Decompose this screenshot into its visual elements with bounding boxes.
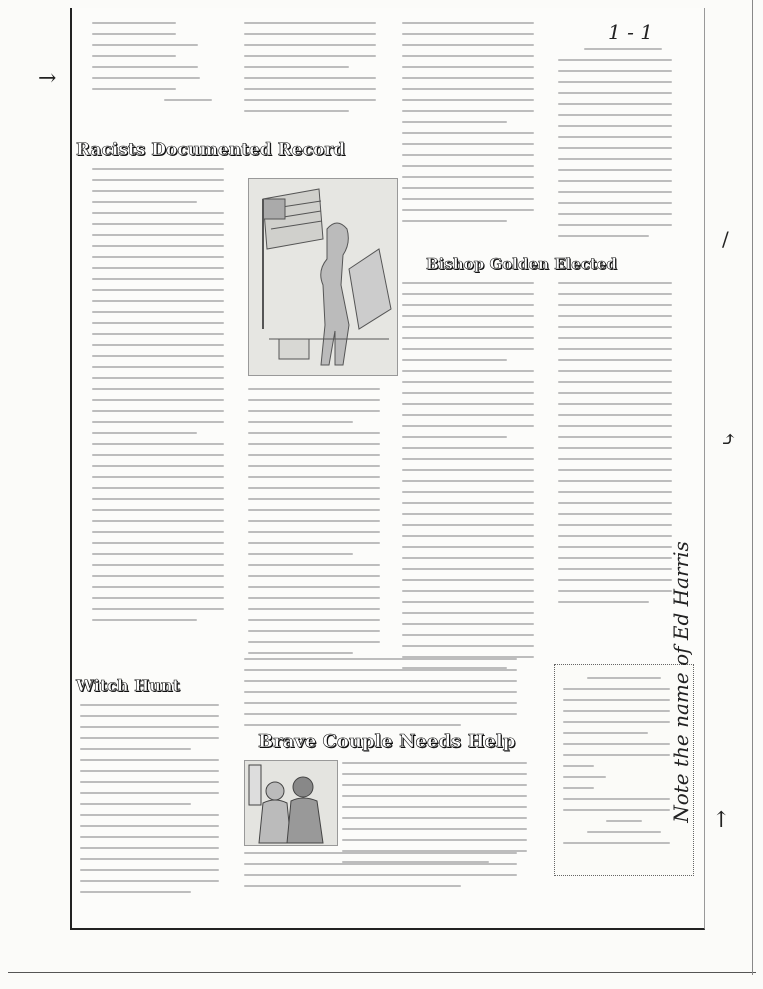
left-arrow-icon: → (38, 66, 57, 91)
brave-couple-body-wide (244, 852, 554, 896)
brave-couple-headline: Brave Couple Needs Help (258, 731, 516, 752)
curve-arrow-icon: ⤴ (720, 427, 737, 451)
column2-top-text (244, 22, 394, 121)
flag-photo (248, 178, 398, 376)
page-bottom-rule (8, 972, 756, 973)
check-mark-icon: / (722, 227, 729, 251)
witch-hunt-body (80, 704, 238, 902)
witch-hunt-headline: Witch Hunt (76, 676, 180, 695)
racists-headline: Racists Documented Record (76, 140, 346, 160)
couple-photo (244, 760, 338, 846)
flag-photo-illustration (249, 179, 397, 375)
couple-photo-illustration (245, 761, 337, 845)
column3-top-text (402, 22, 552, 231)
up-arrow-icon: ↑ (712, 808, 731, 833)
side-note-handwriting: Note the name of Ed Harris (668, 541, 693, 823)
racists-body-col2 (248, 388, 398, 663)
masthead-text (92, 22, 212, 110)
column4-top-text (558, 48, 688, 246)
corner-handwriting: 1 - 1 (608, 20, 653, 44)
mid-lower-text (244, 658, 554, 735)
newspaper-page (70, 8, 705, 930)
page-right-rule (752, 0, 753, 975)
subscription-box-text (563, 677, 685, 853)
racists-body-col1 (92, 168, 242, 630)
bishop-headline: Bishop Golden Elected (426, 255, 617, 273)
bishop-body-col3 (402, 282, 552, 678)
